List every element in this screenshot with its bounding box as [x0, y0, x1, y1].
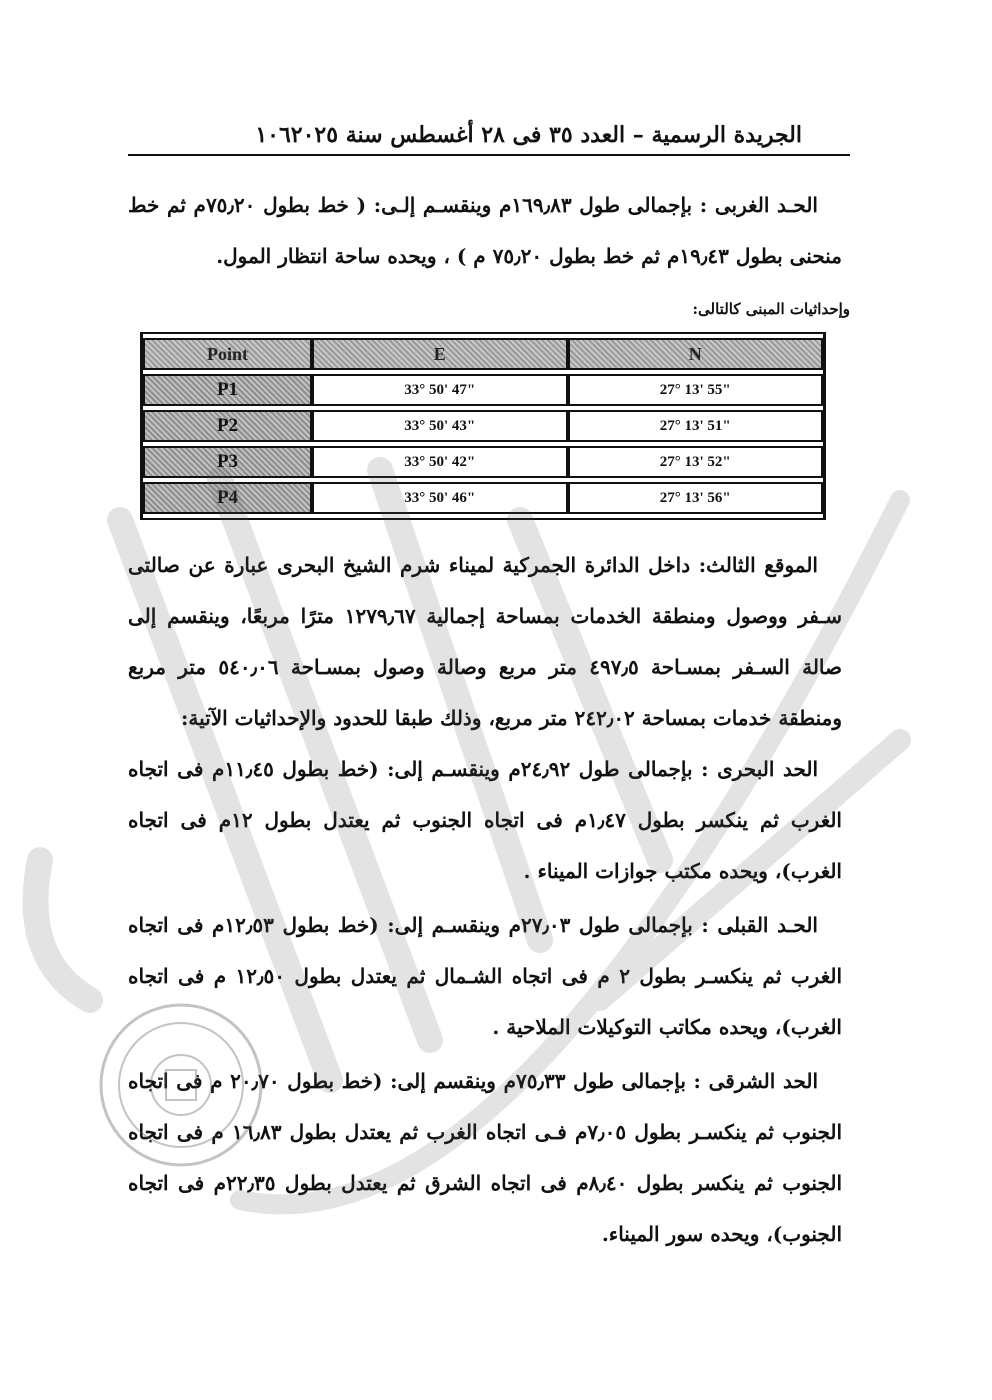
table-header-row	[143, 338, 823, 370]
column-header-point: Point	[143, 338, 312, 370]
coordinates-table	[140, 332, 826, 520]
western-boundary-paragraph: الحـد الغربى : بإجمالى طول ١٦٩٫٨٣م وينقسـم إلـى: ( خط بطول ٧٥٫٢٠م ثم خط منحنى بطول ١٩٫٤٣م ثم خط بطول ٧٥٫٢٠ م ) ، ويحده ساحة انتظار المول.	[128, 193, 842, 268]
column-header-n: N	[568, 338, 824, 370]
easting-cell: 33° 50' 47"	[312, 374, 568, 406]
southern-boundary-paragraph: الحـد القبلى : بإجمالى طول ٢٧٫٠٣م وينقسـم إلى: (خط بطول ١٢٫٥٣م فى اتجاه الغرب ثم ينكسـر بطول ٢ م فى اتجاه الشـمال ثم يعتدل بطول ١٢٫٥٠ م فى اتجاه الغرب)، ويحده مكاتب التوكيلات الملاحية .	[128, 913, 843, 1039]
easting-cell: 33° 50' 42"	[312, 446, 568, 478]
point-cell: P3	[143, 446, 312, 478]
northern-boundary-paragraph: الحد البحرى : بإجمالى طول ٢٤٫٩٢م وينقسـم إلى: (خط بطول ١١٫٤٥م فى اتجاه الغرب ثم ينكسر بطول ١٫٤٧م فى اتجاه الجنوب ثم يعتدل بطول ١٢م فى اتجاه الغرب)، ويحده مكتب جوازات الميناء .	[128, 757, 842, 883]
northing-cell: 27° 13' 52"	[568, 446, 824, 478]
easting-cell: 33° 50' 46"	[312, 482, 568, 514]
point-cell: P4	[143, 482, 312, 514]
point-cell: P2	[143, 410, 312, 442]
eastern-boundary-paragraph: الحد الشرقى : بإجمالى طول ٧٥٫٣٣م وينقسم إلى: (خط بطول ٢٠٫٧٠ م فى اتجاه الجنوب ثم ينكسـر بطول ٧٫٠٥م فـى اتجاه الغرب ثم يعتدل بطول ١٦٫٨٣ م فى اتجاه الجنوب ثم ينكسر بطول ٨٫٤٠م فى اتجاه الشرق ثم يعتدل بطول ٢٢٫٣٥م فى اتجاه الجنوب)، ويحده سور الميناء.	[128, 1069, 843, 1246]
northing-cell: 27° 13' 55"	[568, 374, 824, 406]
third-site-paragraph: الموقع الثالث: داخل الدائرة الجمركية لميناء شرم الشيخ البحرى عبارة عن صالتى سـفر ووصول ومنطقة الخدمات بمساحة إجمالية ١٢٧٩٫٦٧ مترًا مربعًا، وينقسم إلى صالة السـفر بمسـاحة ٤٩٧٫٥ متر مربع وصالة وصول بمسـاحة ٥٤٠٫٠٦ متر مربع ومنطقة خدمات بمساحة ٢٤٢٫٠٢ متر مربع، وذلك طبقا للحدود والإحداثيات الآتية:	[128, 553, 843, 730]
gazette-title: الجريدة الرسمية – العدد ٣٥ فى ٢٨ أغسطس سنة ٢٠٢٥	[290, 122, 802, 148]
northing-cell: 27° 13' 51"	[568, 410, 824, 442]
table-row	[143, 410, 823, 442]
table-row	[143, 446, 823, 478]
table-row	[143, 374, 823, 406]
table-row	[143, 482, 823, 514]
table-caption: وإحداثيات المبنى كالتالى:	[692, 300, 850, 318]
page-header	[128, 112, 850, 156]
page-number: ١٠٦	[255, 122, 291, 148]
column-header-e: E	[312, 338, 568, 370]
easting-cell: 33° 50' 43"	[312, 410, 568, 442]
northing-cell: 27° 13' 56"	[568, 482, 824, 514]
point-cell: P1	[143, 374, 312, 406]
